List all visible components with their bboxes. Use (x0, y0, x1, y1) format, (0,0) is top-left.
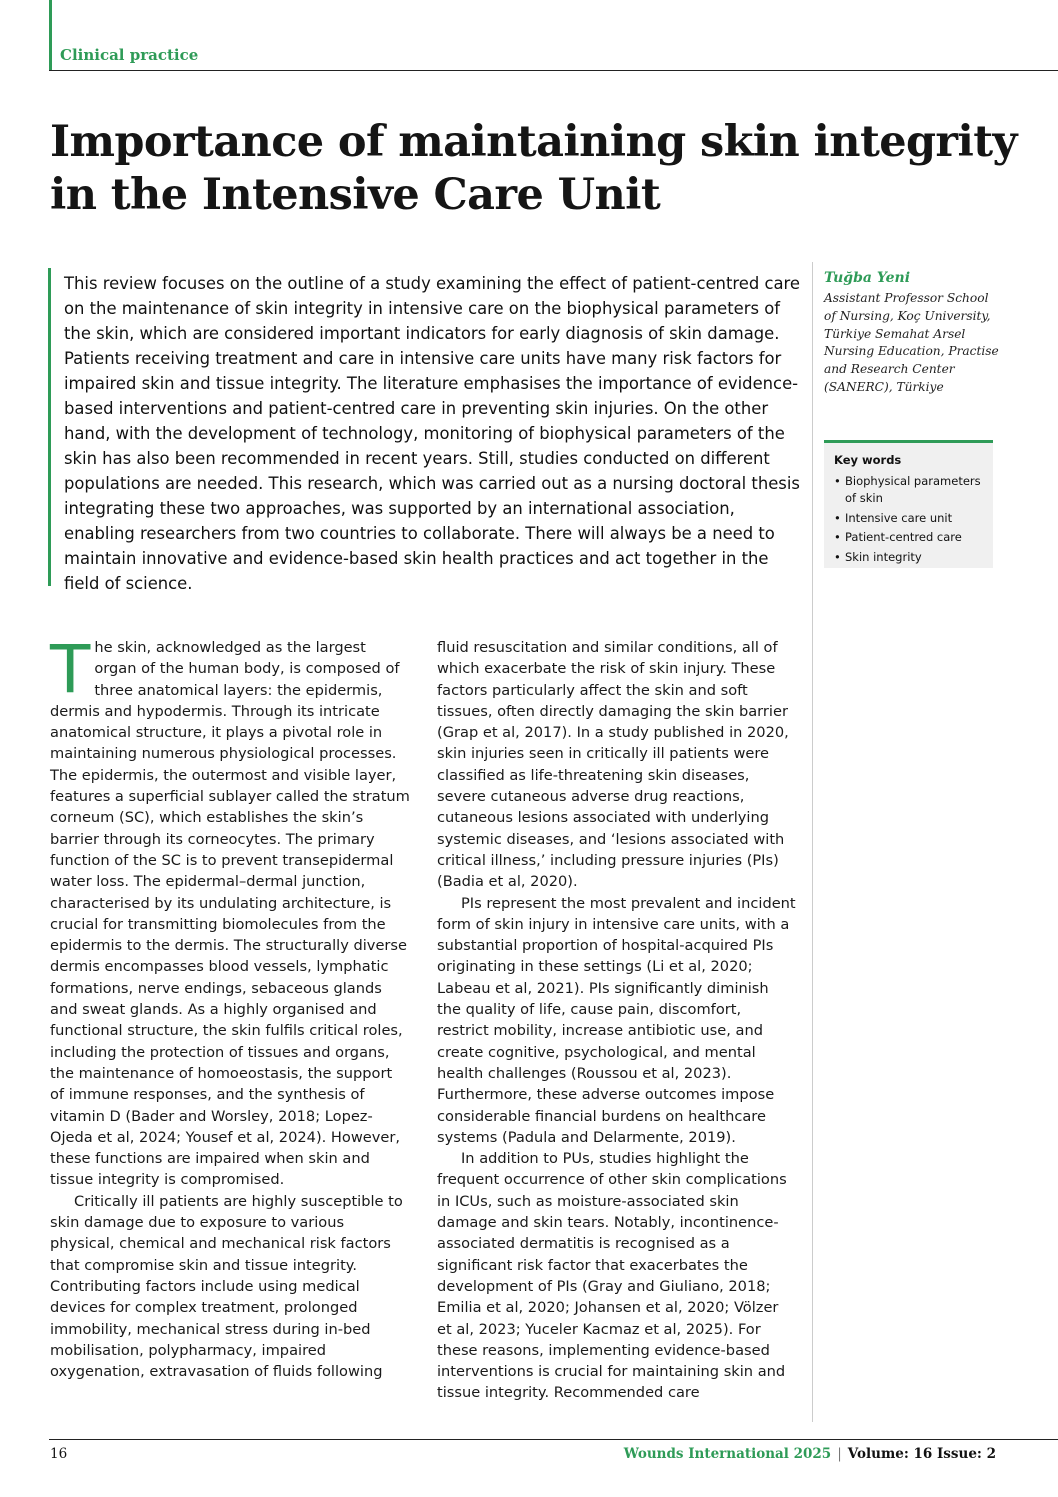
abstract-accent-bar (48, 268, 51, 586)
keyword-item: • Intensive care unit (834, 510, 983, 527)
body-column-2 (437, 637, 797, 1404)
journal-info (624, 1446, 996, 1462)
journal-name: Wounds International 2025 (623, 1446, 832, 1462)
abstract: This review focuses on the outline of a study examining the effect of patient-centred care on the maintenance of skin integrity in intensive care on the biophysical parameters of the skin, which are considered important indicators for early diagnosis of skin damage. Patients receiving treatment and care in intensive care units have many risk factors for impaired skin and tissue integrity. The literature emphasises the importance of evidence-based interventions and patient-centred care in preventing skin injuries. On the other hand, with the development of technology, monitoring of biophysical parameters of the skin has also been recommended in recent years. Still, studies conducted on different populations are needed. This research, which was carried out as a nursing doctoral thesis integrating these two approaches, was supported by an international association, enabling researchers from two countries to collaborate. There will always be a need to maintain innovative and evidence-based skin health practices and act together in the field of science. (64, 274, 800, 593)
body-paragraph (50, 631, 410, 1191)
keyword-item: • Patient-centred care (834, 529, 983, 546)
drop-cap: T (50, 631, 91, 708)
author-affiliation: Assistant Professor School of Nursing, Koç University, Türkiye Semahat Arsel Nursing Education, Practise and Research Center (SANERC), Türkiye (824, 291, 999, 394)
paragraph-text: he skin, acknowledged as the largest organ of the human body, is composed of three anatomical layers: the epidermis, dermis and hypodermis. Through its intricate anatomical structure, it plays a pivotal role in maintaining numerous physiological processes. The epidermis, the outermost and visible layer, features a superficial sublayer called the stratum corneum (SC), which establishes the skin’s barrier through its corneocytes. The primary function of the SC is to prevent transepidermal water loss. The epidermal–dermal junction, characterised by its undulating architecture, is crucial for transmitting biomolecules from the epidermis to the dermis. The structurally diverse dermis encompasses blood vessels, lymphatic formations, nerve endings, sebaceous glands and sweat glands. As a highly organised and functional structure, the skin fulfils critical roles, including the protection of tissues and organs, the maintenance of homoeostasis, the support of immune responses, and the synthesis of vitamin D (Bader and Worsley, 2018; Lopez-Ojeda et al, 2024; Yousef et al, 2024). However, these functions are impaired when skin and tissue integrity is compromised. (50, 639, 410, 1189)
keywords-box (824, 440, 993, 568)
body-column-1 (50, 631, 410, 1382)
keyword-item: • Biophysical parameters of skin (834, 473, 983, 507)
body-paragraph: Critically ill patients are highly susceptible to skin damage due to exposure to various physical, chemical and mechanical risk factors that compromise skin and tissue integrity. Contributing factors include using medical devices for complex treatment, prolonged immobility, mechanical stress during in-bed mobilisation, polypharmacy, impaired oxygenation, extravasation of fluids following (50, 1192, 403, 1381)
header-rule (49, 70, 1058, 71)
article-title: Importance of maintaining skin integrity in the Intensive Care Unit (50, 117, 1017, 220)
footer-separator: | (837, 1446, 842, 1462)
page-number: 16 (50, 1446, 68, 1462)
keywords-title: Key words (834, 453, 902, 467)
body-paragraph: In addition to PUs, studies highlight the frequent occurrence of other skin complications in ICUs, such as moisture-associated skin damage and skin tears. Notably, incontinence-associated dermatitis is recognised as a significant risk factor that exacerbates the development of PIs (Gray and Giuliano, 2018; Emilia et al, 2020; Johansen et al, 2020; Völzer et al, 2023; Yuceler Kacmaz et al, 2025). For these reasons, implementing evidence-based interventions is crucial for maintaining skin and tissue integrity. Recommended care (437, 1150, 787, 1402)
body-paragraph: PIs represent the most prevalent and incident form of skin injury in intensive care units, with a substantial proportion of hospital-acquired PIs originating in these settings (Li et al, 2020; Labeau et al, 2021). PIs significantly diminish the quality of life, cause pain, discomfort, restrict mobility, increase antibiotic use, and create cognitive, psychological, and mental health challenges (Roussou et al, 2023). Furthermore, these adverse outcomes impose considerable financial burdens on healthcare systems (Padula and Delarmente, 2019). (437, 894, 796, 1146)
sidebar-divider (812, 262, 813, 1422)
footer-rule (49, 1439, 1058, 1440)
section-label: Clinical practice (60, 46, 199, 64)
author-name: Tuğba Yeni (824, 270, 911, 286)
keywords-list (834, 473, 983, 566)
section-accent-bar (49, 0, 52, 70)
body-paragraph: fluid resuscitation and similar conditions, all of which exacerbate the risk of skin injury. These factors particularly affect the skin and soft tissues, often directly damaging the skin barrier (Grap et al, 2017). In a study published in 2020, skin injuries seen in critically ill patients were classified as life-threatening skin diseases, severe cutaneous adverse drug reactions, cutaneous lesions associated with underlying systemic diseases, and ‘lesions associated with critical illness,’ including pressure injuries (PIs) (Badia et al, 2020). (437, 639, 789, 891)
journal-volume: Volume: 16 Issue: 2 (847, 1446, 996, 1462)
keyword-item: • Skin integrity (834, 549, 983, 566)
